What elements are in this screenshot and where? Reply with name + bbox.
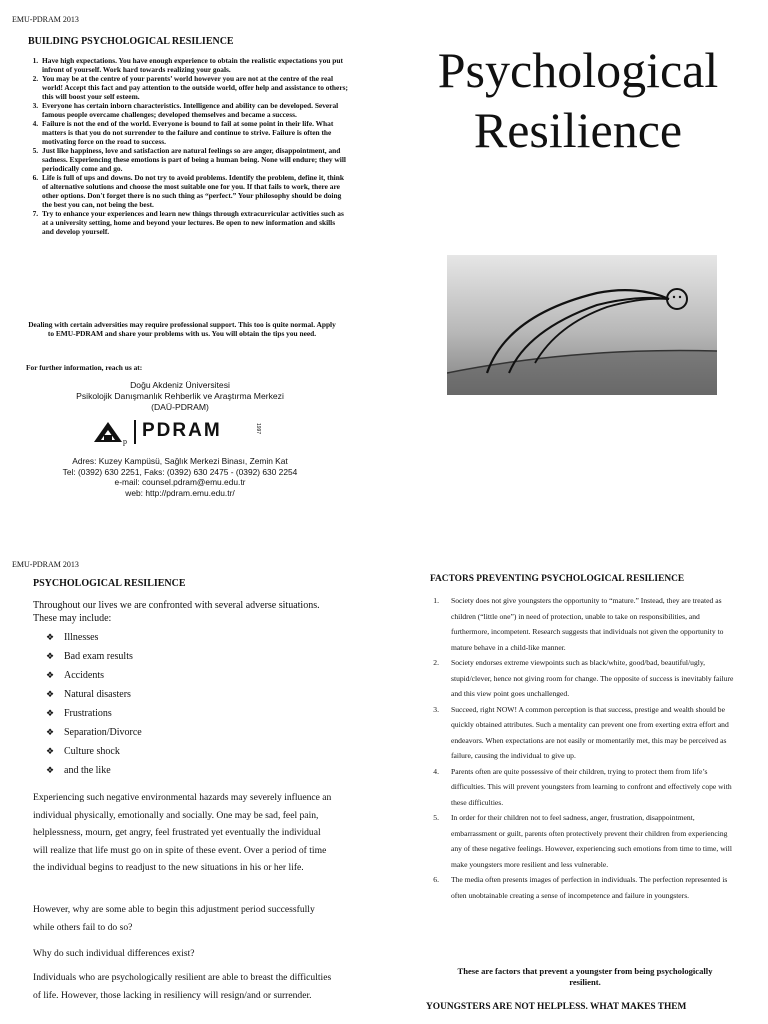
list-item: 4. Failure is not the end of the world. Everyone is bound to fail at some point in their life. What matters is that you do not surrender to the failure and continue to strive. Failure is often the motivating force on the road to success. [40,119,348,146]
organization-block [20,380,340,413]
list-item: 1. Have high expectations. You have enough experience to obtain the realistic expectations you put infront of yourself. Work hard towards realizing your goals. [40,56,348,74]
list-item: ❖ Frustrations [33,704,333,723]
further-info-label: For further information, reach us at: [26,363,143,372]
summary-note: These are factors that prevent a youngster from being psychologically resilient. [457,966,713,987]
email-link[interactable]: e-mail: counsel.pdram@emu.edu.tr [114,477,246,487]
header-label: EMU-PDRAM 2013 [12,15,79,24]
list-item: ❖ Separation/Divorce [33,723,333,742]
list-item: ❖ and the like [33,761,333,780]
list-item: 6. Life is full of ups and downs. Do not try to avoid problems. Identify the problem, define it, think of alternative solutions and choose the most suitable one for you. If that fails to work, there are other options. Don't forget there is no such thing as “perfect.” Your philosophy should be doing the best you can, not being the best. [40,173,348,209]
bullet-icon: ❖ [46,651,55,661]
list-item: ❖ Culture shock [33,742,333,761]
svg-text:p: p [123,437,127,446]
org-department: Psikolojik Danışmanlık Rehberlik ve Araştırma Merkezi [76,391,284,401]
list-item: ❖ Illnesses [33,628,333,647]
org-abbreviation: (DAÜ-PDRAM) [151,402,209,412]
bullet-icon: ❖ [46,689,55,699]
list-item: ❖ Bad exam results [33,647,333,666]
contact-block [20,456,340,498]
body-paragraph: Individuals who are psychologically resilient are able to breast the difficulties of life. However, those lacking in resiliency will resign/and or surrender. [33,972,332,1001]
address-text: Adres: Kuzey Kampüsü, Sağlık Merkezi Binası, Zemin Kat [72,456,288,466]
bullet-icon: ❖ [46,765,55,775]
list-item: 5. Just like happiness, love and satisfaction are natural feelings so are anger, disappointment, and sadness. Experiencing these emotions is part of being a human being. None will endure; they will periodically come and go. [40,146,348,173]
list-item: ❖ Accidents [33,666,333,685]
bullet-icon: ❖ [46,708,55,718]
bullet-icon: ❖ [46,746,55,756]
body-paragraph: Why do such individual differences exist? [33,948,195,959]
cover-title-line2: Resilience [473,102,683,158]
section-title: FACTORS PREVENTING PSYCHOLOGICAL RESILIENCE [430,574,685,584]
list-item: 5. In order for their children not to feel sadness, anger, frustration, disappointment, embarrassment or guilt, parents often protectively prevent their children from experiencing any of these negative feelings. However, experiencing such emotions from time to time, will make youngsters more resilient and less vulnerable. [433,813,733,869]
support-note: Dealing with certain adversities may require professional support. This too is quite normal. Apply to EMU-PDRAM and share your problems with us. You will obtain the tips you need. [28,320,336,338]
list-item: 2. You may be at the centre of your parents’ world however you are not at the centre of the real world! Accept this fact and pay attention to the outside world, offer help and assistance to others; this will boost your self esteem. [40,74,348,101]
adverse-situations-list [33,628,333,780]
logo-year: 1997 [255,423,261,435]
bullet-icon: ❖ [46,727,55,737]
list-item: 6. The media often presents images of perfection in individuals. The perfection represented is often unobtainable creating a sense of incompetence and failure in youngsters. [433,875,728,900]
bullet-icon: ❖ [46,632,55,642]
list-item: 2. Society endorses extreme viewpoints such as black/white, good/bad, beautiful/ugly, stupid/clever, hence not giving room for change. The opposite of success is inevitably failure and this view point goes unchallenged. [433,658,734,698]
logo-emblem-icon [92,418,132,446]
section-title: PSYCHOLOGICAL RESILIENCE [33,578,186,589]
pdram-logo [92,418,272,448]
org-name: Doğu Akdeniz Üniversitesi [130,380,230,390]
list-item: 3. Succeed, right NOW! A common perception is that success, prestige and wealth should be quickly obtained attributes. Such a mentality can prevent one from exerting extra effort and endeavors. When expectations are not easily or momentarily met, this may be perceived as failure, causing the individual to give up. [433,704,729,760]
cover-title-line1: Psychological [437,42,719,98]
header-label: EMU-PDRAM 2013 [12,560,79,569]
resilience-illustration [447,255,717,395]
closing-heading: YOUNGSTERS ARE NOT HELPLESS. WHAT MAKES THEM [426,1002,687,1012]
list-item: 7. Try to enhance your experiences and learn new things through extracurricular activities such as at a university setting, home and beyond your lectures. Be open to new information and skills and develop yourself. [40,209,348,236]
tips-list [26,56,348,236]
section-title: BUILDING PSYCHOLOGICAL RESILIENCE [28,36,234,47]
body-paragraph: However, why are some able to begin this adjustment period successfully while others fail to do so? [33,904,315,933]
list-item: 1. Society does not give youngsters the opportunity to “mature.” Instead, they are treated as children (“little one”) in need of protection, unable to take on responsibilities, and furthermore, incompetent. Research suggests that individuals not given the opportunity to mature behave in a child-like manner. [433,596,724,652]
phone-text: Tel: (0392) 630 2251, Faks: (0392) 630 2475 - (0392) 630 2254 [62,466,298,477]
bullet-icon: ❖ [46,670,55,680]
logo-text: PDRAM [142,420,222,441]
list-item: ❖ Natural disasters [33,685,333,704]
list-item: 3. Everyone has certain inborn characteristics. Intelligence and ability can be developed. Several famous people overcame challenges; developed themselves and became a success. [40,101,348,119]
factors-list [417,593,739,903]
intro-paragraph: Throughout our lives we are confronted with several adverse situations. These may include: [33,600,320,624]
body-paragraph: Experiencing such negative environmental hazards may severely influence an individual physically, emotionally and socially. One may be sad, feel pain, helplessness, mourn, get angry, feel frustrated yet eventually the individual will realize that life must go on in spite of these event. Over a period of time the individual begins to readjust to the new situations in his or her life. [33,792,332,873]
list-item: 4. Parents often are quite possessive of their children, trying to protect them from life’s difficulties. This will prevent youngsters from learning to confront and effectively cope with these difficulties. [433,766,732,807]
web-link[interactable]: web: http://pdram.emu.edu.tr/ [125,487,235,498]
cover-title [398,40,758,160]
